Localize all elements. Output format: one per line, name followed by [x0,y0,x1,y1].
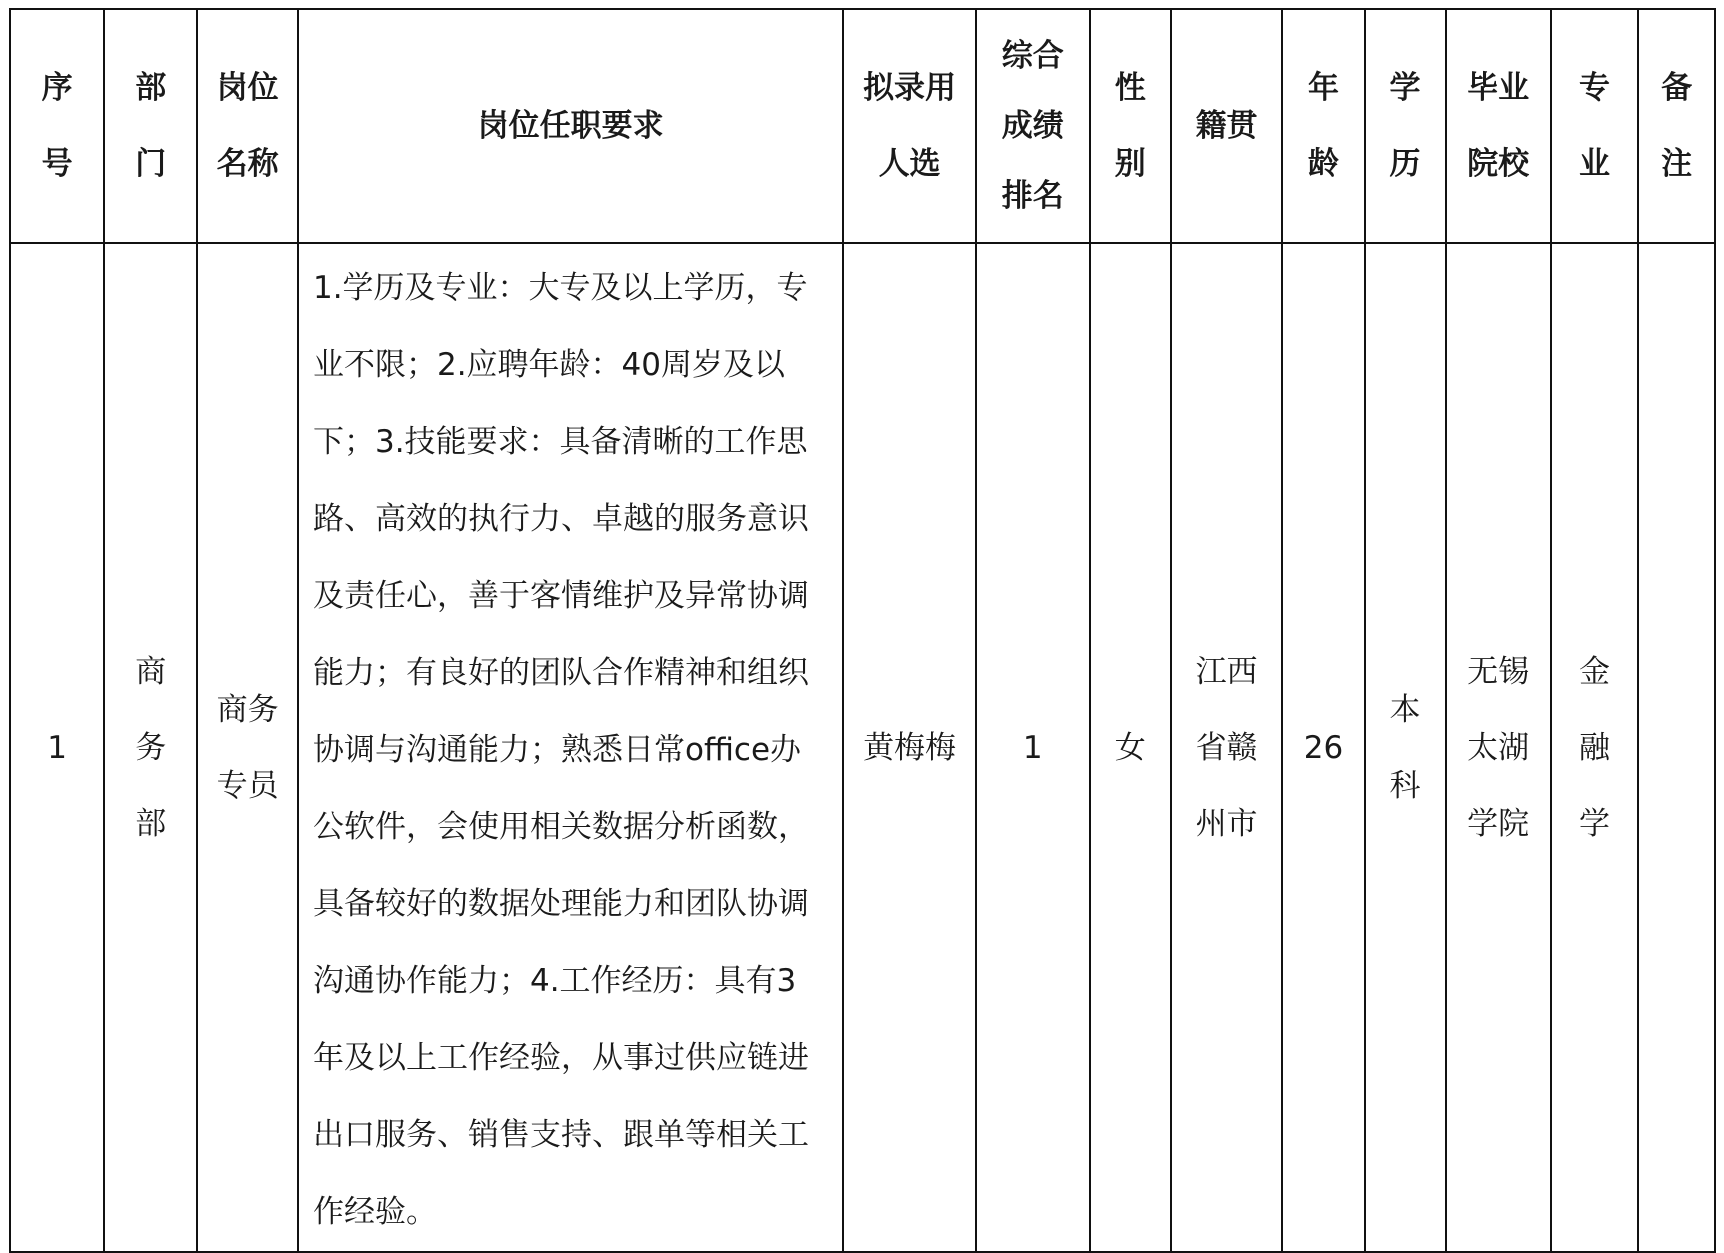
cell-school: 无锡太湖学院 [1446,243,1551,1252]
header-position: 岗位名称 [197,9,298,243]
results-table-wrapper [9,8,1716,1253]
cell-candidate: 黄梅梅 [843,243,976,1252]
cell-rank: 1 [976,243,1090,1252]
table-row [10,243,1715,1252]
cell-position: 商务专员 [197,243,298,1252]
cell-gender: 女 [1090,243,1171,1252]
header-education: 学历 [1365,9,1446,243]
cell-requirements: 1.学历及专业：大专及以上学历，专业不限；2.应聘年龄：40周岁及以下；3.技能要求：具备清晰的工作思路、高效的执行力、卓越的服务意识及责任心，善于客情维护及异常协调能力；有良好的团队合作精神和组织协调与沟通能力；熟悉日常office办公软件，会使用相关数据分析函数，具备较好的数据处理能力和团队协调沟通协作能力；4.工作经历：具有3年及以上工作经验，从事过供应链进出口服务、销售支持、跟单等相关工作经验。 [298,243,843,1252]
cell-education: 本科 [1365,243,1446,1252]
cell-remark [1638,243,1715,1252]
header-rank: 综合成绩排名 [976,9,1090,243]
cell-dept: 商务部 [104,243,197,1252]
header-row [10,9,1715,243]
cell-age: 26 [1282,243,1364,1252]
header-hometown: 籍贯 [1171,9,1283,243]
header-candidate: 拟录用人选 [843,9,976,243]
cell-seq: 1 [10,243,104,1252]
recruitment-table [9,8,1716,1253]
header-requirements: 岗位任职要求 [298,9,843,243]
header-major: 专业 [1551,9,1639,243]
cell-major: 金融学 [1551,243,1639,1252]
header-age: 年龄 [1282,9,1364,243]
header-dept: 部门 [104,9,197,243]
header-seq: 序号 [10,9,104,243]
cell-hometown: 江西省赣州市 [1171,243,1283,1252]
header-remark: 备注 [1638,9,1715,243]
header-gender: 性别 [1090,9,1171,243]
header-school: 毕业院校 [1446,9,1551,243]
